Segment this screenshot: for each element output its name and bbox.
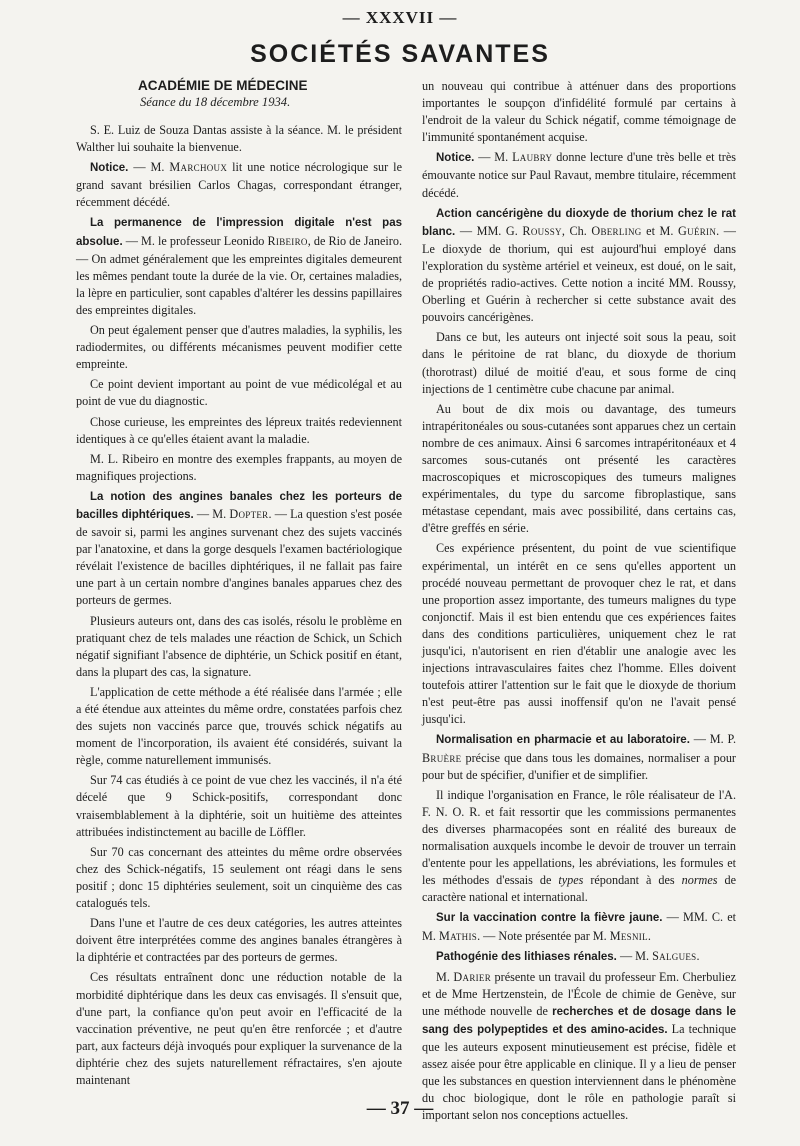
text: , Ch. — [561, 223, 592, 238]
page-number: — 37 — — [366, 1098, 434, 1119]
session-date: Séance du 18 décembre 1934. — [140, 95, 291, 109]
text: — M. — [193, 506, 230, 521]
author-name: Roussy — [522, 223, 562, 238]
text: — M. — [474, 150, 513, 165]
text: . — Note présentée par M. — [477, 928, 610, 943]
text: M. — [436, 969, 454, 984]
text: . — La question s'est posée de savoir si, parmi les angines survenant chez des sujets vaccinés par l'anatoxine, et dans la gorge desquels l'examen bactériologique révélait l'existence de bacilles diphtériques, il ne fallait pas faire une part à un certain nombre d'angines banales apparues chez des porteurs de germes. — [76, 506, 402, 608]
text: de caractère national et international. — [422, 873, 736, 905]
text: et M. — [641, 223, 679, 238]
text: La technique que les auteurs exposent minutieusement est précise, fidèle et assez aisée pour être applicable en clinique. Il y a lieu de penser que les substances en question interviennent dans le phénomène du choc biologique, dont le rôle en pathologie paraît si important selon nos conceptions actuelles. — [422, 1021, 736, 1123]
paragraph — [76, 214, 402, 319]
paragraph: Sur 70 cas concernant des atteintes du même ordre observées chez des Schick-négatifs, 15 seulement ont réagi dans le sens positif ; donc 15 diphtéries seulement, soit un cinquième des cas catalogués tels. — [76, 844, 402, 911]
paragraph: un nouveau qui contribue à atténuer dans des proportions importantes le soupçon d'infidélité formulé par certains à l'endroit de la valeur du Schick négatif, comme témoignage de l'immunité spontanément acquise. — [422, 79, 736, 145]
paragraph — [422, 205, 736, 327]
right-column — [422, 78, 736, 1128]
rubric: Pathogénie des lithiases rénales. — [436, 950, 617, 963]
paragraph: Au bout de dix mois ou davantage, des tumeurs intrapéritonéales ou sous-cutanées sont apparues chez un certain nombre de ces animaux. Ainsi 6 sarcomes intrapéritonéaux et 4 sarcomes sous-cutanés ont présenté les caractères macroscopiques et microscopiques des tumeurs malignes expérimentales, du type du sarcome fibroplastique, sans métastase cependant, mais avec possibilité, dans certains cas, d'être greffés en série. — [422, 401, 736, 536]
section-title: SOCIÉTÉS SAVANTES — [250, 40, 550, 68]
paragraph: S. E. Luiz de Souza Dantas assiste à la séance. M. le président Walther lui souhaite la bienvenue. — [76, 123, 402, 155]
left-column-heading — [76, 78, 402, 110]
author-name: Mathis — [438, 928, 478, 943]
rubric: Normalisation en pharmacie et au laboratoire. — [436, 734, 690, 747]
text: . — Le dioxyde de thorium, qui est aujourd'hui employé dans l'exploration du système artériel et veineux, est doué, on le sait, de propriétés radio-actives. Cette notion a incité MM. Roussy, Oberling et Guérin à rechercher si cette substance avait des pouvoirs cancérigènes. — [422, 223, 736, 325]
author-name: Ribeiro — [267, 233, 308, 248]
rubric: Action cancérigène du dioxyde de thorium chez le rat blanc. — [422, 207, 736, 238]
paragraph: Dans l'une et l'autre de ces deux catégories, les autres atteintes doivent être interprétées comme des angines banales étrangères à la diphtérie et contractées par des porteurs de germes. — [76, 916, 402, 965]
paragraph: L'application de cette méthode a été réalisée dans l'armée ; elle a été étendue aux atteintes du même ordre, constatées parfois chez des sujets non vaccinés parce que, trouvés schick négatifs au moment de l'incorporation, ils avaient été considérés, suivant la règle, comme naturellement immunisés. — [76, 684, 402, 768]
author-name: Dopter — [229, 506, 269, 521]
academy-title: ACADÉMIE DE MÉDECINE — [138, 78, 308, 93]
text: , de Rio de Janeiro. — On admet généralement que les empreintes digitales demeurent les mêmes pendant toute la durée de la vie. Or, certaines maladies, la lèpre en particulier, sont capables d'altérer les dessins papillaires des empreintes digitales. — [76, 233, 403, 317]
text: lit une notice nécrologique sur le grand savant brésilien Carlos Chagas, correspondant étranger, récemment décédé. — [76, 160, 402, 210]
text: — M. le professeur Leonido — [122, 233, 268, 248]
paragraph: Ce point devient important au point de vue médicolégal et au point de vue du diagnostic. — [76, 377, 402, 409]
paragraph — [422, 909, 736, 944]
paragraph: Sur 74 cas étudiés à ce point de vue chez les vaccinés, il n'a été décelé que 9 Schick-positifs, correspondant donc vraisemblablement à la diphtérie, soit un huitième des atteintes attribuées indistinctement au bacille de Löffler. — [76, 773, 402, 839]
text: — M. — [616, 948, 653, 963]
text: précise que dans tous les domaines, normaliser a pour pour but de spécifier, d'unifier et de simplifier. — [422, 750, 736, 782]
paragraph: Plusieurs auteurs ont, dans des cas isolés, résolu le problème en pratiquant chez de tels malades une réaction de Schick, un Schich négatif signifiant l'absence de diphtérie, un Schick positif en étant, dans la plupart des cas, la signature. — [76, 613, 402, 679]
author-name: Salgues — [652, 948, 697, 963]
paragraph — [76, 488, 402, 610]
paragraph — [422, 149, 736, 201]
text: . — [696, 948, 700, 963]
rubric: La permanence de l'impression digitale n'est pas absolue. — [76, 217, 402, 248]
author-name: Mesnil — [609, 928, 648, 943]
text: . — [647, 928, 651, 943]
roman-page-number: — XXXVII — — [342, 8, 458, 27]
text: Il indique l'organisation en France, le rôle réalisateur de l'A. F. N. O. R. et fait ressortir que les commissions permanentes des diverses pharmacopées sont en réalité des bureaux de normalisation auxquels incombe le devoir de trouver un terrain d'entente pour les appellations, les abréviations, les formules et les méthodes d'essais de — [422, 787, 736, 888]
text: — M. — [128, 160, 170, 175]
left-column — [76, 122, 402, 1092]
paragraph — [76, 159, 402, 211]
paragraph: Chose curieuse, les empreintes des lépreux traités redeviennent identiques à ce qu'elles étaient avant la maladie. — [76, 414, 402, 446]
rubric: Sur la vaccination contre la fièvre jaune. — [436, 912, 663, 925]
rubric: Notice. — [436, 152, 475, 165]
author-name: Guérin — [678, 223, 717, 238]
emphasis: normes — [681, 873, 718, 888]
text: présente un travail du professeur Em. Cherbuliez et de Mme Hertzenstein, de l'École de chimie de Genève, sur une méthode nouvelle de — [422, 969, 737, 1018]
paragraph — [422, 948, 736, 966]
text: — MM. G. — [455, 223, 523, 238]
author-name: Oberling — [591, 223, 642, 238]
paragraph: M. L. Ribeiro en montre des exemples frappants, au moyen de magnifiques projections. — [76, 451, 402, 483]
author-name: Darier — [453, 969, 492, 984]
paragraph: On peut également penser que d'autres maladies, la syphilis, les radiodermites, ou différents mécanismes peuvent modifier cette empreinte. — [76, 323, 402, 372]
rubric: La notion des angines banales chez les porteurs de bacilles diphtériques. — [76, 490, 402, 521]
paragraph: Dans ce but, les auteurs ont injecté soit sous la peau, soit dans le péritoine de rat blanc, du dioxyde de thorium (thorotrast) dilué de moitié d'eau, et sous forme de cinq injections de 1 centimètre cube chacune par animal. — [422, 330, 736, 396]
text: — MM. C. et M. — [422, 910, 736, 943]
text: — M. P. — [689, 732, 736, 747]
rubric: Notice. — [90, 162, 129, 175]
author-name: Laubry — [512, 150, 553, 165]
author-name: Marchoux — [169, 160, 228, 175]
text: donne lecture d'une très belle et très émouvante notice sur Paul Ravaut, membre titulaire, récemment décédé. — [422, 150, 736, 200]
rubric: recherches et de dosage dans le sang des polypeptides et des amino-acides. — [422, 1005, 736, 1036]
emphasis: types — [558, 873, 584, 888]
paragraph: Ces expérience présentent, du point de vue scientifique expérimental, un intérêt en ce sens qu'elles apportent un procédé nouveau permettant de provoquer chez le rat, et dans une proportion assez importante, des tumeurs malignes du type conjonctif. Mais il est bien entendu que ces expériences faites dans des conditions particulières, uniquement chez le rat jusqu'ici, n'autorisent en rien d'établir une analogie avec les injections intravasculaires faites chez l'homme. Elles doivent toutefois attirer l'attention sur le fait que le dioxyde de thorium n'est peut-être pas aussi inoffensif qu'on ne l'avait pensé jusqu'ici. — [422, 541, 736, 727]
paragraph: Ces résultats entraînent donc une réduction notable de la morbidité diphtérique dans les deux cas envisagés. Il s'ensuit que, d'une part, la confiance qu'on peut avoir en l'efficacité de la vaccination préventive, ne peut qu'en être renforcée ; et d'autre part, aux facteurs déjà invoqués pour expliquer la survenance de la diphtérie chez des sujets naturellement réfractaires, s'en ajoute maintenant — [76, 970, 402, 1087]
author-name: Bruère — [422, 750, 462, 765]
paragraph — [422, 731, 736, 783]
text: répondant à des — [583, 873, 682, 888]
paragraph — [422, 787, 736, 907]
